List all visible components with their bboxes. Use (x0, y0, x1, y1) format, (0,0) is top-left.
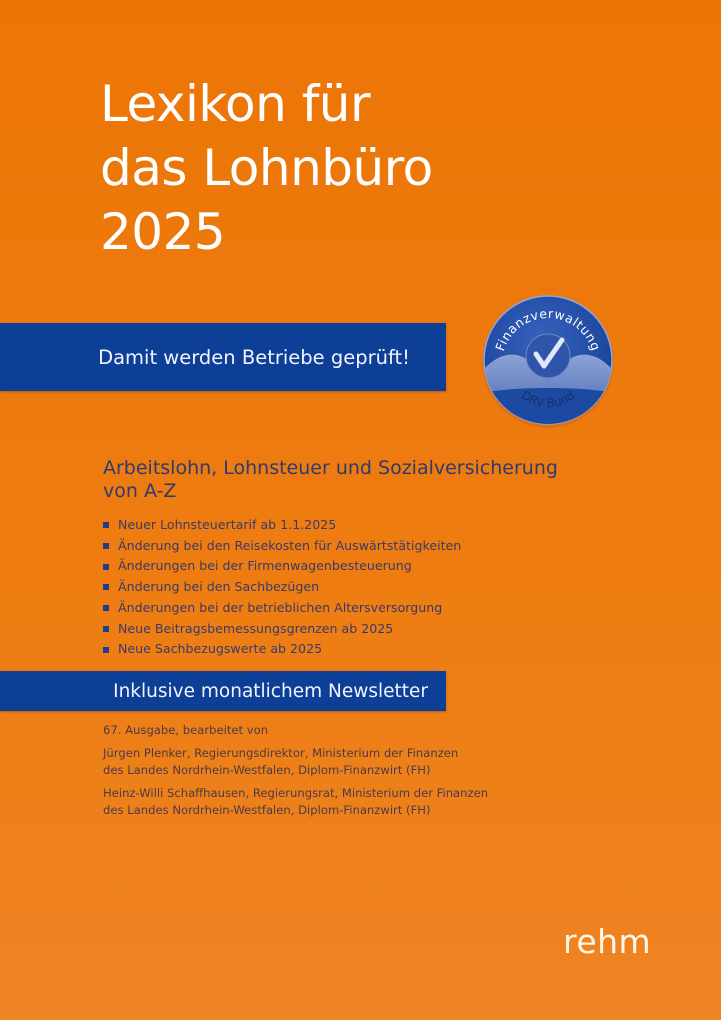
feature-item: Neue Sachbezugswerte ab 2025 (103, 639, 461, 660)
square-bullet-icon (103, 564, 109, 570)
book-title (100, 72, 433, 264)
square-bullet-icon (103, 605, 109, 611)
title-line: das Lohnbüro (100, 139, 433, 197)
newsletter-band (0, 671, 446, 711)
feature-item: Änderung bei den Sachbezügen (103, 577, 461, 598)
square-bullet-icon (103, 522, 109, 528)
square-bullet-icon (103, 647, 109, 653)
svg-text:DRV Bund: DRV Bund (518, 388, 578, 411)
tagline-band (0, 323, 446, 391)
square-bullet-icon (103, 584, 109, 590)
subtitle-line: Arbeitslohn, Lohnsteuer und Sozialversicherung (103, 457, 558, 479)
title-year: 2025 (100, 203, 226, 261)
svg-text:Finanzverwaltung: Finanzverwaltung (492, 305, 604, 353)
feature-item: Neue Beitragsbemessungsgrenzen ab 2025 (103, 619, 461, 640)
subtitle (103, 457, 558, 503)
feature-item: Änderungen bei der Firmenwagenbesteuerung (103, 556, 461, 577)
feature-item: Änderungen bei der betrieblichen Altersversorgung (103, 598, 461, 619)
feature-item: Änderung bei den Reisekosten für Auswärtstätigkeiten (103, 536, 461, 557)
square-bullet-icon (103, 543, 109, 549)
newsletter-text: Inklusive monatlichem Newsletter (113, 680, 428, 702)
tagline-text: Damit werden Betriebe geprüft! (98, 345, 410, 369)
title-line: Lexikon für (100, 75, 371, 133)
feature-list (103, 515, 461, 660)
feature-item: Neuer Lohnsteuertarif ab 1.1.2025 (103, 515, 461, 536)
publisher-logo: rehm (563, 922, 652, 961)
author-entry: Jürgen Plenker, Regierungsdirektor, Ministerium der Finanzen des Landes Nordrhein-Westfalen, Diplom-Finanzwirt (FH) (103, 746, 459, 777)
certification-seal (478, 290, 618, 430)
edition-note: 67. Ausgabe, bearbeitet von (103, 723, 269, 737)
subtitle-line: von A-Z (103, 480, 177, 502)
author-entry: Heinz-Willi Schaffhausen, Regierungsrat, Ministerium der Finanzen des Landes Nordrhein-Westfalen, Diplom-Finanzwirt (FH) (103, 786, 489, 817)
credits (103, 722, 488, 825)
square-bullet-icon (103, 626, 109, 632)
